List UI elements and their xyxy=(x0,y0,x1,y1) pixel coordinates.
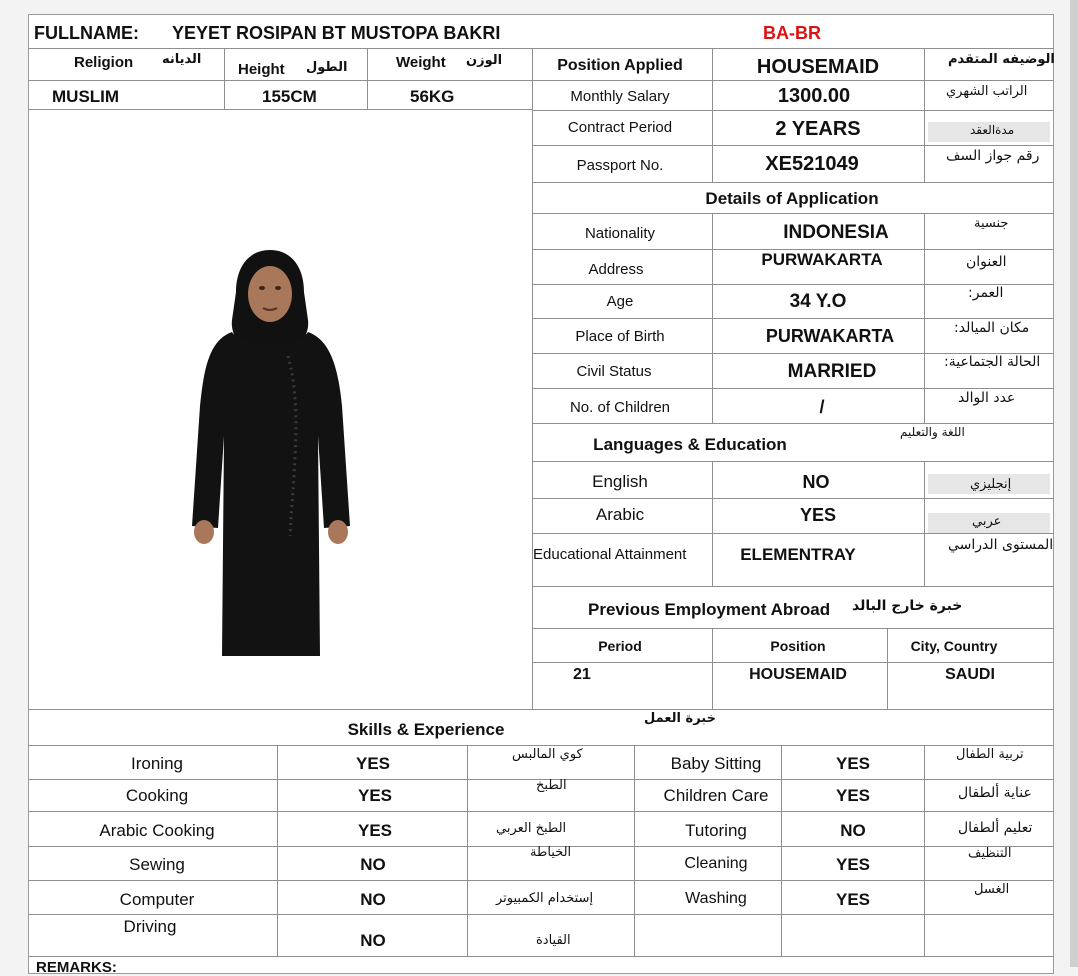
skills-title: Skills & Experience xyxy=(347,720,505,739)
salary-label: Monthly Salary xyxy=(570,88,670,105)
skill-ar: تربية الطفال xyxy=(956,747,1024,762)
address-ar: العنوان xyxy=(966,254,1007,270)
skill-ar: تعليم ألطفال xyxy=(958,820,1033,836)
english-label: English xyxy=(592,472,648,491)
skill-label: Computer xyxy=(119,890,195,909)
skill-label: Washing xyxy=(685,890,747,907)
skill-label: Arabic Cooking xyxy=(99,821,215,840)
arabic-ar: عربي xyxy=(972,514,1002,529)
skill-value: YES xyxy=(835,786,871,805)
arabic-label: Arabic xyxy=(595,505,645,524)
skill-value: YES xyxy=(357,821,393,840)
passport-ar: رقم جواز السف xyxy=(946,148,1040,164)
employment-position: HOUSEMAID xyxy=(749,666,847,683)
employment-period: 21 xyxy=(573,666,591,683)
employment-city: SAUDI xyxy=(945,666,995,683)
nationality-ar: جنسية xyxy=(974,216,1009,231)
skill-value: NO xyxy=(360,890,386,909)
employment-col-city: City, Country xyxy=(910,638,998,654)
pob-ar: مكان الميالد: xyxy=(954,320,1030,336)
skill-ar: الخياطة xyxy=(530,845,572,860)
children-label: No. of Children xyxy=(569,399,671,416)
english-ar: إنجليزي xyxy=(970,477,1012,492)
skills-title-ar: خبرة العمل xyxy=(644,711,716,726)
weight-ar: الوزن xyxy=(466,53,503,68)
age-label: Age xyxy=(606,293,634,310)
passport-label: Passport No. xyxy=(576,157,664,174)
skill-ar: الغسل xyxy=(974,882,1010,897)
salary-value: 1300.00 xyxy=(777,85,851,107)
edu-ar: المستوى الدراسي xyxy=(948,537,1054,553)
children-ar: عدد الوالد xyxy=(958,390,1016,406)
skill-value: YES xyxy=(835,754,871,773)
address-label: Address xyxy=(588,261,644,278)
skill-value: NO xyxy=(840,821,866,840)
employment-title: Previous Employment Abroad xyxy=(588,600,831,619)
religion-ar: الديانه xyxy=(162,52,202,67)
nationality-label: Nationality xyxy=(584,225,656,242)
skill-label: Driving xyxy=(123,917,177,936)
religion-label: Religion xyxy=(74,54,134,71)
form-code: BA-BR xyxy=(763,23,821,43)
skill-value: NO xyxy=(360,931,386,950)
weight-label: Weight xyxy=(396,54,446,71)
skill-ar: كوي المالبس xyxy=(512,747,583,762)
skill-label: Baby Sitting xyxy=(670,754,762,773)
employment-col-period: Period xyxy=(598,638,642,654)
languages-title: Languages & Education xyxy=(593,435,787,454)
height-label: Height xyxy=(238,61,285,78)
position-label: Position Applied xyxy=(557,57,683,74)
contract-label: Contract Period xyxy=(567,119,673,136)
weight-value: 56KG xyxy=(410,87,455,106)
civil-ar: الحالة الجتماعية: xyxy=(944,354,1041,370)
english-value: NO xyxy=(802,472,830,492)
pob-label: Place of Birth xyxy=(575,328,665,345)
skill-ar: الطبخ xyxy=(536,778,567,793)
religion-value: MUSLIM xyxy=(52,87,120,106)
address-value: PURWAKARTA xyxy=(761,250,883,269)
civil-value: MARRIED xyxy=(787,361,877,382)
height-ar: الطول xyxy=(306,60,348,75)
fullname-label: FULLNAME: xyxy=(34,23,139,43)
skill-ar: التنظيف xyxy=(968,846,1012,861)
languages-title-ar: اللغة والتعليم xyxy=(900,425,965,439)
edu-label: Educational Attainment xyxy=(533,546,687,563)
skill-label: Cooking xyxy=(125,786,189,805)
pob-value: PURWAKARTA xyxy=(765,326,895,346)
age-value: 34 Y.O xyxy=(789,291,847,312)
skill-label: Tutoring xyxy=(685,821,747,840)
arabic-value: YES xyxy=(799,505,837,525)
salary-ar: الراتب الشهري xyxy=(946,84,1028,99)
civil-label: Civil Status xyxy=(576,363,652,380)
contract-value: 2 YEARS xyxy=(775,118,861,140)
skill-label: Children Care xyxy=(663,786,769,805)
skill-value: YES xyxy=(835,855,871,874)
skill-label: Cleaning xyxy=(684,855,748,872)
height-value: 155CM xyxy=(262,87,317,106)
nationality-value: INDONESIA xyxy=(783,222,889,243)
details-title: Details of Application xyxy=(705,189,879,208)
scroll-edge xyxy=(1070,0,1078,967)
skill-label: Sewing xyxy=(129,855,185,874)
skill-ar: الطبخ العربي xyxy=(496,821,567,836)
skill-value: YES xyxy=(835,890,871,909)
skill-ar: إستخدام الكمبيوتر xyxy=(496,891,594,906)
skill-value: NO xyxy=(360,855,386,874)
applicant-photo xyxy=(170,236,370,662)
contract-ar: مدةالعقد xyxy=(970,123,1015,137)
position-ar: الوضيفه المتقدم xyxy=(948,52,1055,67)
skill-value: YES xyxy=(357,786,393,805)
edu-value: ELEMENTRAY xyxy=(740,545,856,564)
children-value: / xyxy=(819,397,825,417)
skill-ar: عناية ألطفال xyxy=(958,785,1032,801)
skill-value: YES xyxy=(355,754,391,773)
age-ar: العمر: xyxy=(968,285,1004,301)
fullname-value: YEYET ROSIPAN BT MUSTOPA BAKRI xyxy=(172,23,501,43)
remarks-label: REMARKS: xyxy=(36,959,117,976)
passport-value: XE521049 xyxy=(765,153,859,175)
skill-label: Ironing xyxy=(131,754,183,773)
employment-col-position: Position xyxy=(770,638,826,654)
employment-title-ar: خبرة خارج البالد xyxy=(852,598,963,614)
position-value: HOUSEMAID xyxy=(756,56,880,78)
applicant-photo-icon xyxy=(170,236,370,662)
skill-ar: القيادة xyxy=(536,933,571,948)
